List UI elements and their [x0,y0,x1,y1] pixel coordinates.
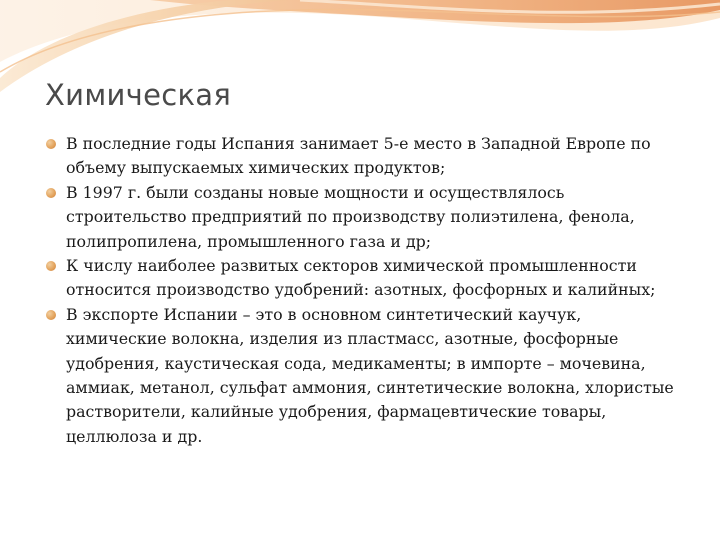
slide-title: Химическая [45,78,232,112]
bullet-item [46,254,686,303]
bullet-list [46,132,686,449]
bullet-item [46,132,686,181]
bullet-text: В 1997 г. были созданы новые мощности и осуществлялось строительство предприятий по производству полиэтилена, фенола, полипропилена, промышленного газа и др; [66,182,635,251]
bullet-dot-icon [46,139,56,149]
bullet-item [46,181,686,254]
bullet-dot-icon [46,261,56,271]
bullet-text: К числу наиболее развитых секторов химической промышленности относится производство удобрений: азотных, фосфорных и калийных; [66,256,656,300]
bullet-item [46,303,686,449]
bullet-dot-icon [46,188,56,198]
bullet-text: В последние годы Испания занимает 5-е место в Западной Европе по объему выпускаемых химических продуктов; [66,134,651,178]
bullet-dot-icon [46,310,56,320]
bullet-text: В экспорте Испании – это в основном синтетический каучук, химические волокна, изделия из пластмасс, азотные, фосфорные удобрения, каустическая сода, медикаменты; в импорте – мочевина, аммиак, метанол, сульфат аммония, синтетические волокна, хлористые растворители, калийные удобрения, фармацевтические товары, целлюлоза и др. [66,304,674,446]
